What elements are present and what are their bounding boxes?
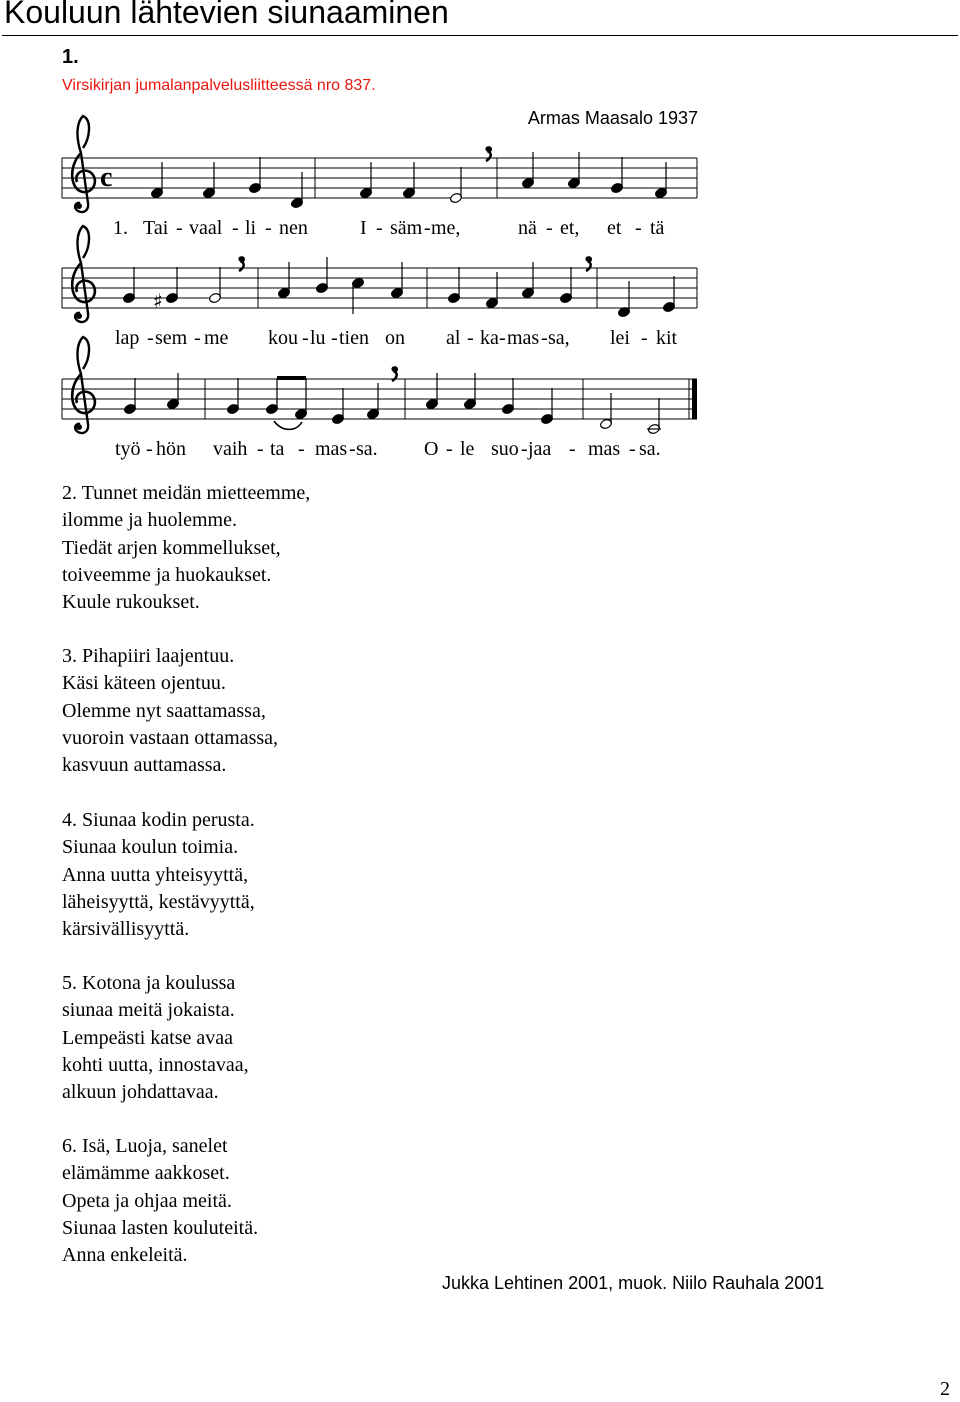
lyric-hyphen: -: [349, 438, 356, 460]
lyric-hyphen: -: [265, 217, 272, 239]
breath-mark-icon: [238, 256, 243, 271]
lyric-syllable: hön: [156, 438, 186, 460]
lyric-syllable: tä: [650, 217, 665, 239]
lyric-syllable: vaih: [213, 438, 248, 460]
hymn-number: 1.: [62, 46, 79, 68]
lyric-syllable: Tai: [143, 217, 169, 239]
verse-line: 3. Pihapiiri laajentuu.: [62, 645, 235, 667]
verse-line: 2. Tunnet meidän mietteemme,: [62, 482, 311, 504]
lyric-hyphen: -: [629, 438, 636, 460]
verse-line: läheisyyttä, kestävyyttä,: [62, 890, 255, 913]
lyric-syllable: sa.: [356, 438, 378, 460]
verse-line: Lempeästi katse avaa: [62, 1026, 234, 1049]
verse-line: alkuun johdattavaa.: [62, 1081, 219, 1104]
lyric-syllable: jaa: [528, 438, 552, 460]
lyric-syllable: ka: [480, 327, 499, 349]
verse-line: ilomme ja huolemme.: [62, 509, 237, 532]
verse-4: [62, 807, 255, 943]
verse-line: Anna uutta yhteisyyttä,: [62, 863, 249, 886]
lyric-hyphen: -: [298, 438, 305, 460]
time-signature: c: [100, 162, 113, 193]
lyric-syllable: lu: [310, 327, 326, 349]
lyric-syllable: on: [385, 327, 405, 349]
staff-system-2: [62, 226, 697, 322]
lyric-syllable: nä: [518, 217, 537, 239]
breath-mark-icon: [585, 256, 590, 271]
verse-line: siunaa meitä jokaista.: [62, 999, 235, 1022]
lyric-hyphen: -: [641, 327, 648, 349]
verse-line: toiveemme ja huokaukset.: [62, 563, 272, 586]
sharp-icon: ♯: [153, 289, 163, 313]
verse-line: Opeta ja ohjaa meitä.: [62, 1189, 232, 1212]
lyric-syllable: al: [446, 327, 461, 349]
verse-6: [62, 1133, 258, 1269]
lyric-syllable: mas: [315, 438, 348, 460]
verse-line: 4. Siunaa kodin perusta.: [62, 809, 255, 831]
verse-3: [62, 643, 278, 779]
lyric-hyphen: -: [499, 327, 506, 349]
verse-line: kärsivällisyyttä.: [62, 918, 190, 941]
verse-line: Anna enkeleitä.: [62, 1244, 188, 1267]
verse-line: Kuule rukoukset.: [62, 591, 200, 614]
lyric-syllable: ta: [270, 438, 285, 460]
lyric-syllable: le: [460, 438, 475, 460]
lyrics-line-2: [115, 327, 678, 349]
verse-line: Tiedät arjen kommellukset,: [62, 536, 281, 559]
verse-line: Siunaa lasten kouluteitä.: [62, 1216, 259, 1239]
composer-credit: Armas Maasalo 1937: [527, 108, 698, 128]
breath-mark-icon: [485, 146, 490, 161]
lyric-syllable: sa.: [639, 438, 661, 460]
lyric-hyphen: -: [546, 217, 553, 239]
verse-5: [62, 970, 249, 1106]
lyric-syllable: li: [245, 217, 257, 239]
lyric-syllable: suo: [491, 438, 519, 460]
verse-2: [62, 480, 310, 616]
lyric-syllable: I: [360, 217, 367, 239]
lyric-hyphen: -: [257, 438, 264, 460]
lyric-syllable: tien: [339, 327, 369, 349]
page-title: Kouluun lähtevien siunaaminen: [4, 0, 449, 30]
staff-system-3: [62, 337, 697, 435]
verse-line: Olemme nyt saattamassa,: [62, 699, 266, 722]
lyric-syllable: et,: [560, 217, 580, 239]
lyric-hyphen: -: [467, 327, 474, 349]
lyric-syllable: 1.: [113, 217, 128, 239]
verse-line: Siunaa koulun toimia.: [62, 836, 239, 859]
lyrics-line-1: [113, 217, 665, 239]
lyric-hyphen: -: [232, 217, 239, 239]
lyric-syllable: me,: [431, 217, 461, 239]
lyrics-author-credit: Jukka Lehtinen 2001, muok. Niilo Rauhala 2001: [442, 1273, 825, 1293]
lyric-hyphen: -: [521, 438, 528, 460]
lyric-syllable: me: [204, 327, 229, 349]
lyric-syllable: työ: [115, 438, 141, 460]
verse-line: vuoroin vastaan ottamassa,: [62, 726, 279, 749]
verse-line: kasvuun auttamassa.: [62, 754, 227, 777]
lyric-syllable: kit: [656, 327, 678, 349]
lyrics-line-3: [115, 438, 661, 460]
lyric-hyphen: -: [302, 327, 309, 349]
verse-line: Käsi käteen ojentuu.: [62, 672, 226, 695]
lyric-syllable: sa,: [548, 327, 570, 349]
page-number: 2: [940, 1378, 950, 1400]
lyric-hyphen: -: [146, 438, 153, 460]
verse-line: 5. Kotona ja koulussa: [62, 972, 236, 994]
slur: [274, 421, 302, 429]
lyric-hyphen: -: [635, 217, 642, 239]
lyric-syllable: nen: [279, 217, 308, 239]
lyric-hyphen: -: [331, 327, 338, 349]
lyric-hyphen: -: [147, 327, 154, 349]
lyric-syllable: lei: [610, 327, 630, 349]
lyric-syllable: säm: [390, 217, 423, 239]
staff-system-1: [62, 116, 697, 212]
verse-line: 6. Isä, Luoja, sanelet: [62, 1135, 228, 1157]
lyric-hyphen: -: [176, 217, 183, 239]
verse-line: kohti uutta, innostavaa,: [62, 1053, 249, 1076]
lyric-hyphen: -: [541, 327, 548, 349]
lyric-syllable: lap: [115, 327, 140, 349]
lyric-hyphen: -: [194, 327, 201, 349]
sheet-music: [0, 0, 960, 470]
lyric-syllable: et: [607, 217, 622, 239]
lyric-syllable: sem: [155, 327, 188, 349]
lyric-hyphen: -: [424, 217, 431, 239]
lyric-hyphen: -: [446, 438, 453, 460]
verse-line: elämämme aakkoset.: [62, 1162, 230, 1185]
lyric-syllable: mas: [588, 438, 621, 460]
source-note: Virsikirjan jumalanpalvelusliitteessä nro 837.: [62, 77, 376, 94]
lyric-hyphen: -: [376, 217, 383, 239]
lyric-syllable: O: [424, 438, 439, 460]
lyric-syllable: mas: [507, 327, 540, 349]
lyric-syllable: vaal: [189, 217, 223, 239]
lyric-hyphen: -: [569, 438, 576, 460]
lyric-syllable: kou: [268, 327, 298, 349]
